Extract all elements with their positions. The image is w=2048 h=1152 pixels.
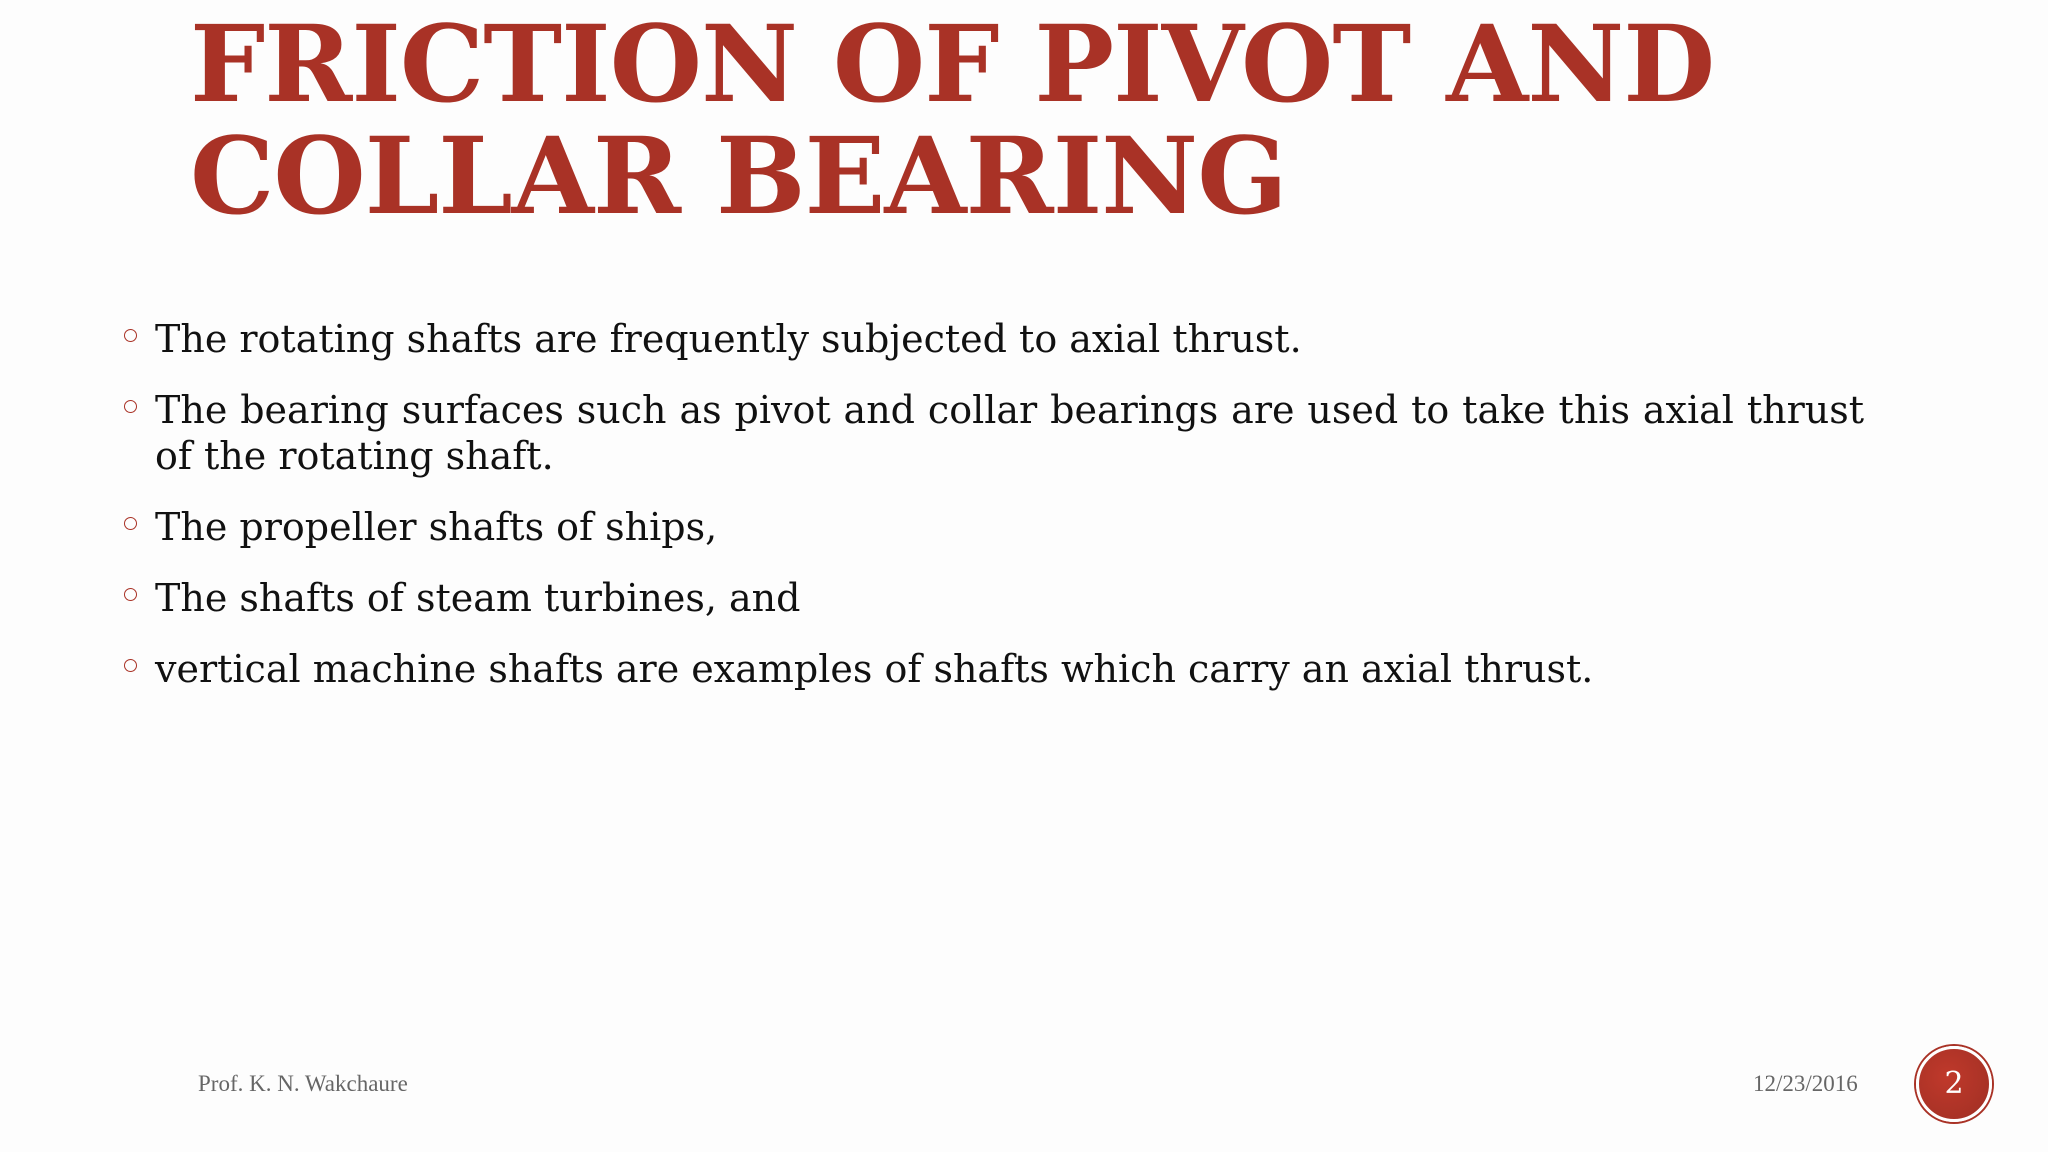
hollow-circle-bullet-icon bbox=[124, 329, 137, 342]
bullet-text: The shafts of steam turbines, and bbox=[155, 576, 801, 620]
bullet-item bbox=[124, 387, 1864, 479]
hollow-circle-bullet-icon bbox=[124, 659, 137, 672]
hollow-circle-bullet-icon bbox=[124, 517, 137, 530]
bullet-text: vertical machine shafts are examples of shafts which carry an axial thrust. bbox=[155, 647, 1594, 691]
footer-author: Prof. K. N. Wakchaure bbox=[198, 1071, 408, 1096]
title-line-1: FRICTION OF PIVOT AND bbox=[190, 1, 1715, 126]
bullet-item bbox=[124, 316, 1864, 362]
slide-number-badge: 2 bbox=[1916, 1046, 1992, 1122]
title-line-2: COLLAR BEARING bbox=[190, 113, 1287, 238]
bullet-text: The bearing surfaces such as pivot and collar bearings are used to take this axial thrust of the rotating shaft. bbox=[155, 388, 1864, 478]
bullet-list bbox=[124, 316, 1864, 717]
bullet-text: The propeller shafts of ships, bbox=[155, 505, 718, 549]
bullet-text: The rotating shafts are frequently subjected to axial thrust. bbox=[155, 317, 1302, 361]
bullet-item bbox=[124, 575, 1864, 621]
hollow-circle-bullet-icon bbox=[124, 588, 137, 601]
footer-date: 12/23/2016 bbox=[1753, 1071, 1858, 1096]
bullet-item bbox=[124, 504, 1864, 550]
hollow-circle-bullet-icon bbox=[124, 400, 137, 413]
bullet-item bbox=[124, 646, 1864, 692]
slide-title bbox=[190, 1, 1890, 238]
